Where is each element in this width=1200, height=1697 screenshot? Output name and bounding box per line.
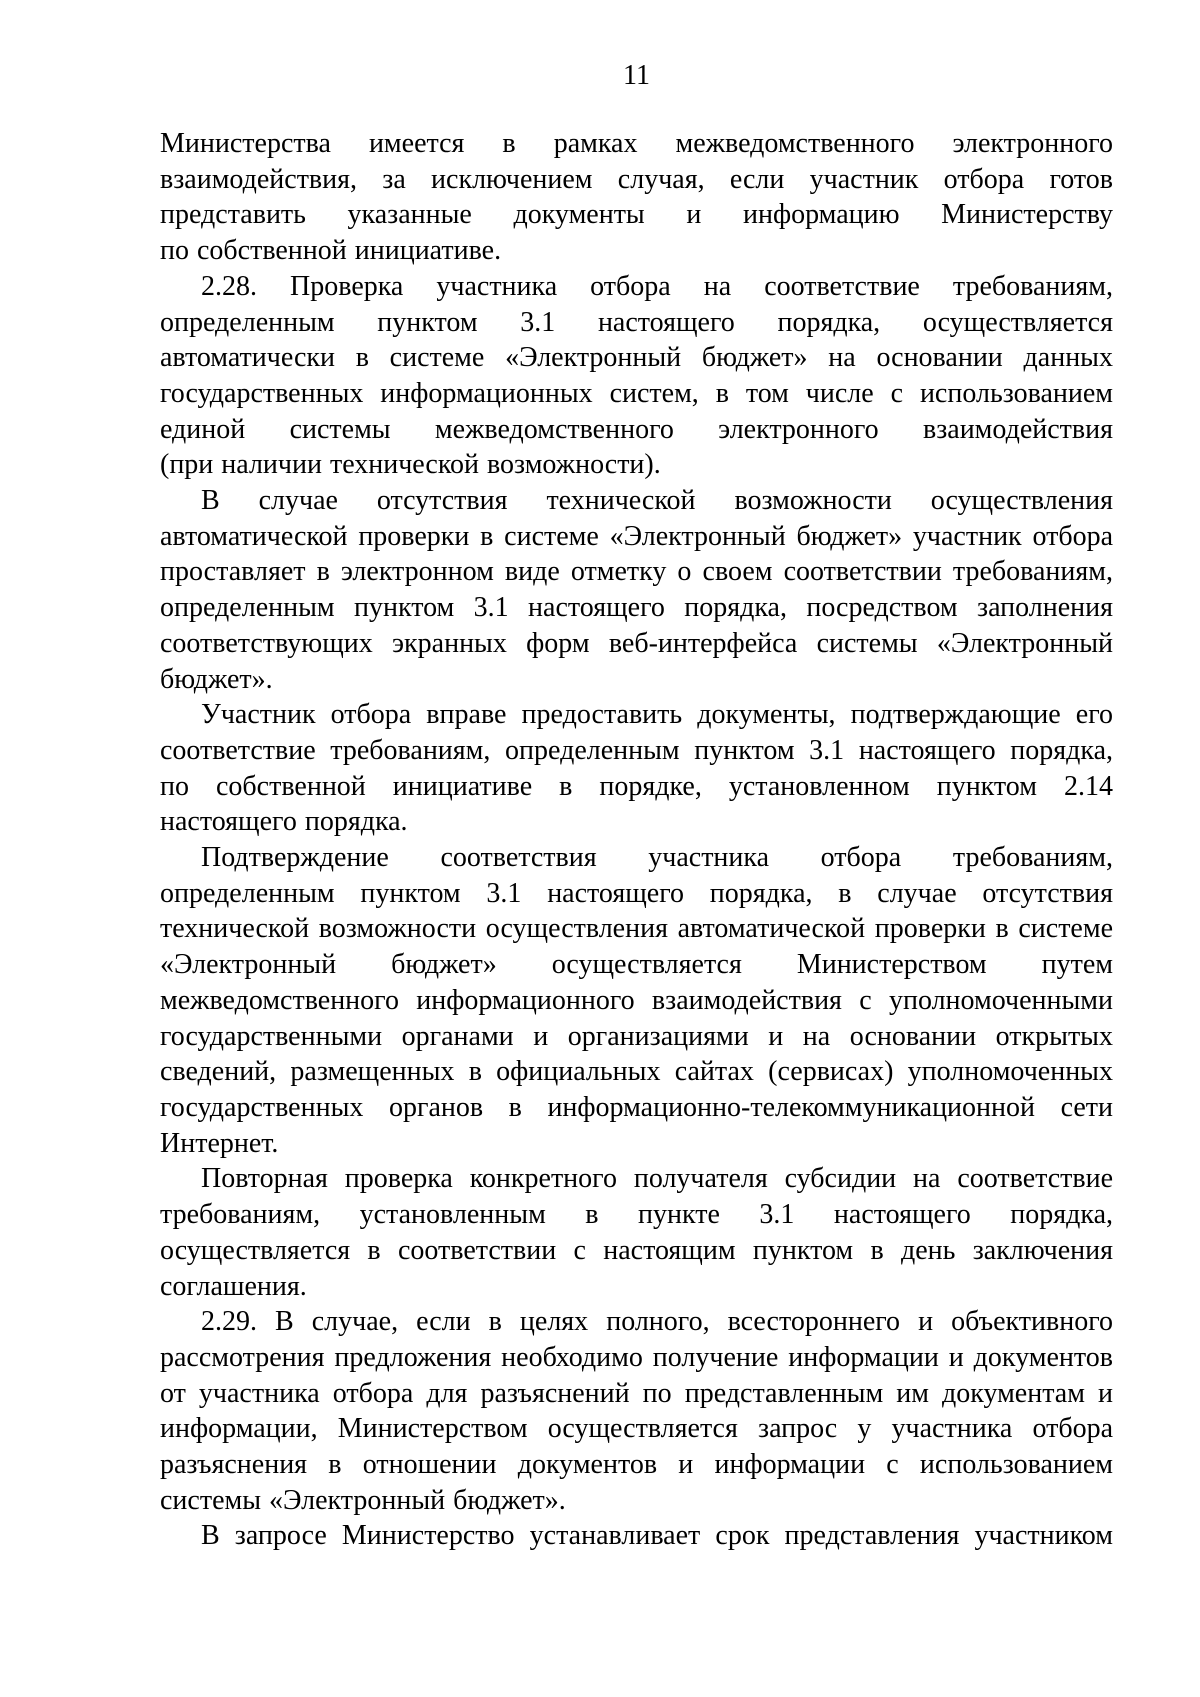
text-line: Участник отбора вправе предоставить документы, подтверждающие его bbox=[201, 699, 1113, 731]
paragraph-participant-right bbox=[160, 697, 1113, 840]
text-line: соответствующих экранных форм веб-интерфейса системы «Электронный bbox=[160, 627, 1113, 659]
paragraph-confirmation bbox=[160, 840, 1113, 1161]
text-line: осуществляется в соответствии с настоящим пунктом в день заключения bbox=[160, 1234, 1113, 1266]
text-line: по собственной инициативе в порядке, установленном пунктом 2.14 bbox=[160, 770, 1113, 802]
paragraph-continuation bbox=[160, 126, 1113, 269]
text-line: государственных информационных систем, в том числе с использованием bbox=[160, 377, 1113, 409]
text-line: единой системы межведомственного электронного взаимодействия bbox=[160, 413, 1113, 445]
text-line: Министерства имеется в рамках межведомственного электронного bbox=[160, 128, 1113, 159]
text-line: Подтверждение соответствия участника отбора требованиям, bbox=[201, 842, 1113, 874]
text-line: системы «Электронный бюджет». bbox=[160, 1484, 566, 1516]
page-number: 11 bbox=[623, 60, 650, 91]
text-line: настоящего порядка. bbox=[160, 806, 408, 838]
text-line: 2.28. Проверка участника отбора на соответствие требованиям, bbox=[201, 270, 1113, 302]
text-line: определенным пунктом 3.1 настоящего порядка, в случае отсутствия bbox=[160, 877, 1113, 909]
text-line: соответствие требованиям, определенным пунктом 3.1 настоящего порядка, bbox=[160, 734, 1113, 766]
text-line: государственных органов в информационно-телекоммуникационной сети bbox=[160, 1091, 1113, 1123]
text-line: В случае отсутствия технической возможности осуществления bbox=[201, 485, 1113, 517]
text-line: от участника отбора для разъяснений по представленным им документам и bbox=[160, 1377, 1113, 1409]
text-line: проставляет в электронном виде отметку о своем соответствии требованиям, bbox=[160, 556, 1113, 588]
text-line: бюджет». bbox=[160, 663, 273, 695]
text-line: Повторная проверка конкретного получателя субсидии на соответствие bbox=[201, 1163, 1113, 1195]
text-line: технической возможности осуществления автоматической проверки в системе bbox=[160, 913, 1113, 945]
text-line: по собственной инициативе. bbox=[160, 235, 502, 267]
text-line: представить указанные документы и информацию Министерству bbox=[160, 199, 1113, 231]
text-line: 2.29. В случае, если в целях полного, всестороннего и объективного bbox=[201, 1306, 1113, 1338]
text-line: сведений, размещенных в официальных сайтах (сервисах) уполномоченных bbox=[160, 1056, 1113, 1088]
paragraph-2-28 bbox=[160, 269, 1113, 483]
text-line: автоматической проверки в системе «Электронный бюджет» участник отбора bbox=[160, 520, 1113, 552]
text-line: (при наличии технической возможности). bbox=[160, 449, 661, 481]
paragraph-2-29 bbox=[160, 1304, 1113, 1518]
text-line: В запросе Министерство устанавливает срок представления участником bbox=[201, 1520, 1113, 1552]
paragraph-tech-absence bbox=[160, 483, 1113, 697]
text-line: разъяснения в отношении документов и информации с использованием bbox=[160, 1449, 1113, 1481]
text-line: соглашения. bbox=[160, 1270, 307, 1302]
text-line: межведомственного информационного взаимодействия с уполномоченными bbox=[160, 984, 1113, 1016]
text-line: информации, Министерством осуществляется запрос у участника отбора bbox=[160, 1413, 1113, 1445]
text-line: определенным пунктом 3.1 настоящего порядка, посредством заполнения bbox=[160, 592, 1113, 624]
document-body bbox=[160, 126, 1113, 1554]
text-line: автоматически в системе «Электронный бюджет» на основании данных bbox=[160, 342, 1113, 374]
paragraph-recheck bbox=[160, 1161, 1113, 1304]
text-line: Интернет. bbox=[160, 1127, 279, 1159]
text-line: определенным пунктом 3.1 настоящего порядка, осуществляется bbox=[160, 306, 1113, 338]
text-line: требованиям, установленным в пункте 3.1 настоящего порядка, bbox=[160, 1199, 1113, 1231]
text-line: «Электронный бюджет» осуществляется Министерством путем bbox=[160, 949, 1113, 981]
text-line: взаимодействия, за исключением случая, если участник отбора готов bbox=[160, 163, 1113, 195]
text-line: рассмотрения предложения необходимо получение информации и документов bbox=[160, 1341, 1113, 1373]
text-line: государственными органами и организациями и на основании открытых bbox=[160, 1020, 1113, 1052]
paragraph-request bbox=[160, 1518, 1113, 1554]
